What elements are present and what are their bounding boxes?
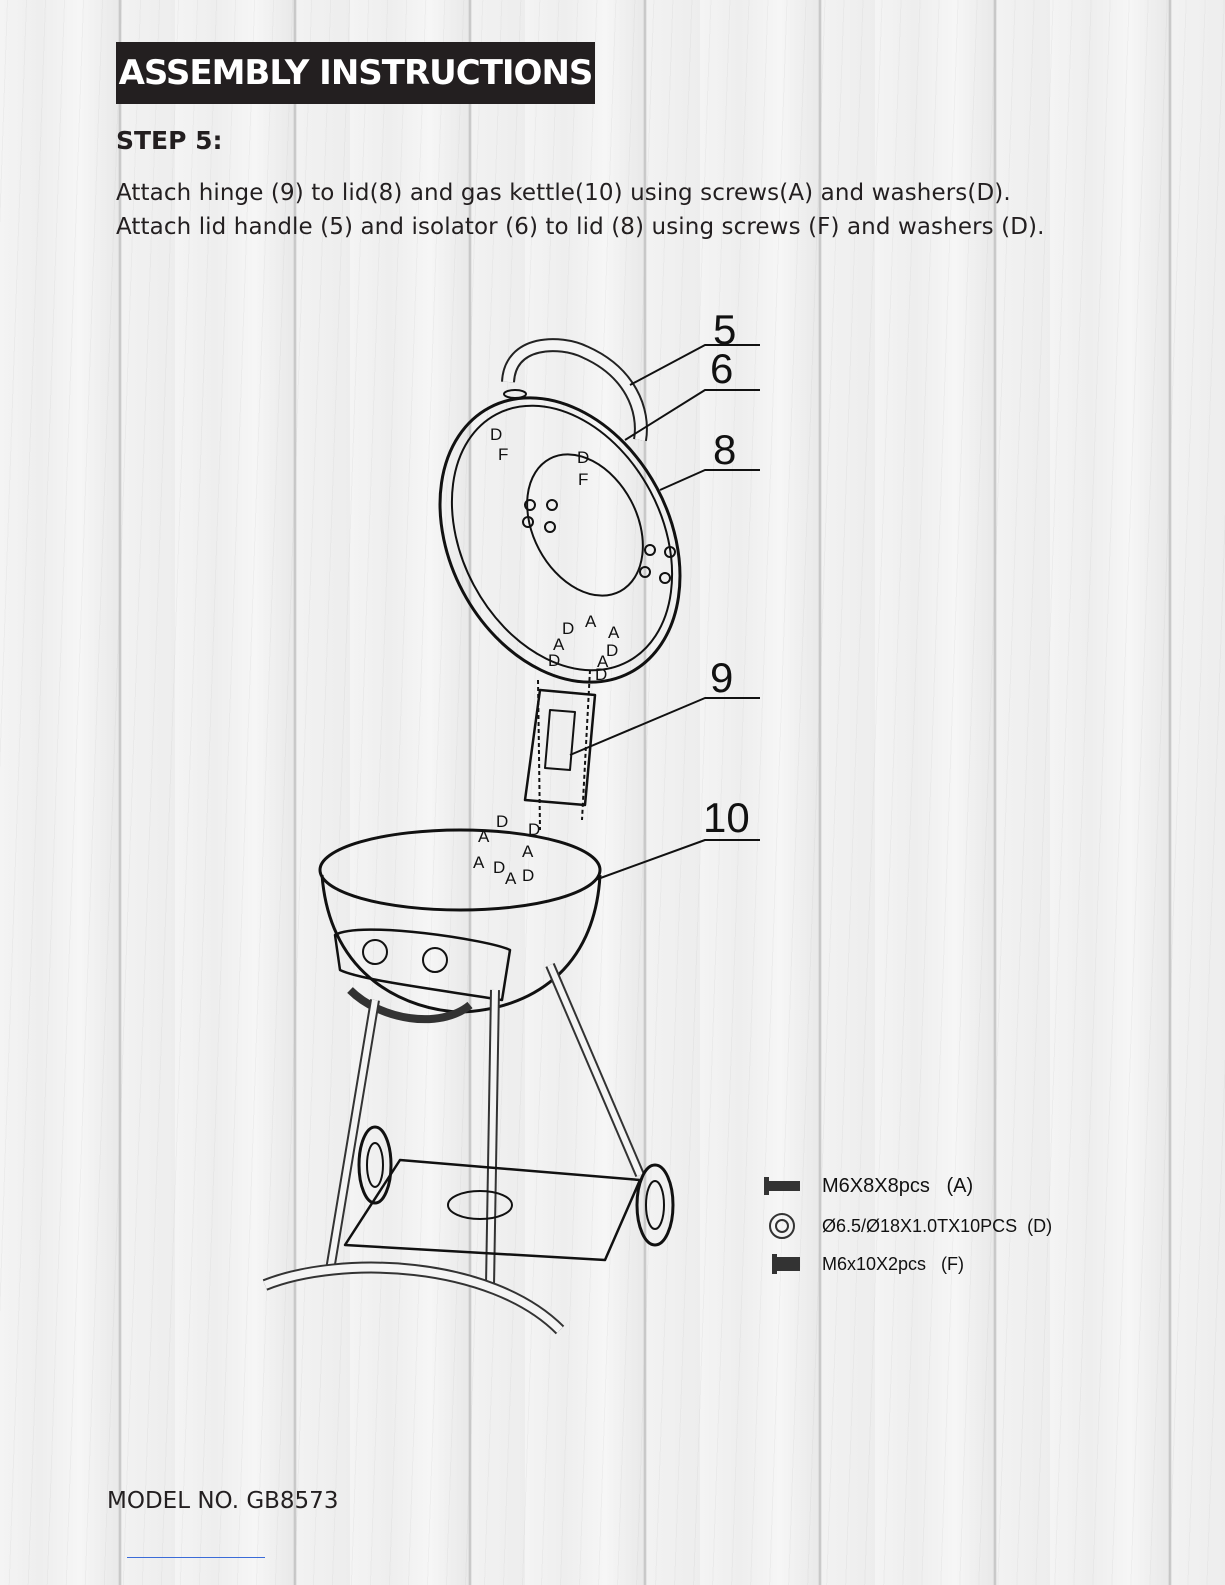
legend-row-f [760,1250,964,1278]
letter-a-label: A [473,853,485,872]
letter-a-label: A [505,869,517,888]
washer-icon [760,1212,804,1240]
legend-row-a [760,1172,973,1200]
legend-row-d [760,1212,1052,1240]
letter-d-label: D [562,619,575,638]
letter-d-label: D [577,448,590,467]
letter-a-label: A [608,623,620,642]
instruction-line-2: Attach lid handle (5) and isolator (6) to lid (8) using screws (F) and washers (D). [116,214,1045,240]
letter-d-label: D [522,866,535,885]
step-heading: STEP 5: [116,126,223,155]
letter-a-label: A [553,635,565,654]
letter-d-label: D [595,665,608,684]
grill-assembly-diagram [240,300,780,1360]
letter-a-label: A [597,652,609,671]
legend-label-d: Ø6.5/Ø18X1.0TX10PCS (D) [822,1215,1053,1236]
letter-a-label: A [585,612,597,631]
letter-d-label: D [490,425,503,444]
instruction-line-1: Attach hinge (9) to lid(8) and gas kettle(10) using screws(A) and washers(D). [116,180,1011,206]
letter-a-label: A [478,827,490,846]
callout-5: 5 [713,306,737,353]
callout-8: 8 [713,426,737,473]
letter-d-label: D [493,858,506,877]
callout-6: 6 [710,345,734,392]
footer-divider [127,1557,265,1558]
callout-10: 10 [703,794,750,841]
callout-9: 9 [710,654,734,701]
screw-icon [760,1172,804,1200]
letter-d-label: D [528,820,541,839]
screw-icon [760,1250,804,1278]
letter-f-label: F [578,470,589,489]
letter-d-label: D [496,812,509,831]
legend-label-a: M6X8X8pcs (A) [822,1174,974,1197]
letter-d-label: D [606,641,619,660]
letter-f-label: F [498,445,509,464]
model-number: MODEL NO. GB8573 [107,1488,339,1514]
letter-d-label: D [548,651,561,670]
page-title: ASSEMBLY INSTRUCTIONS [116,42,595,104]
legend-label-f: M6x10X2pcs (F) [822,1253,965,1274]
letter-a-label: A [522,842,534,861]
